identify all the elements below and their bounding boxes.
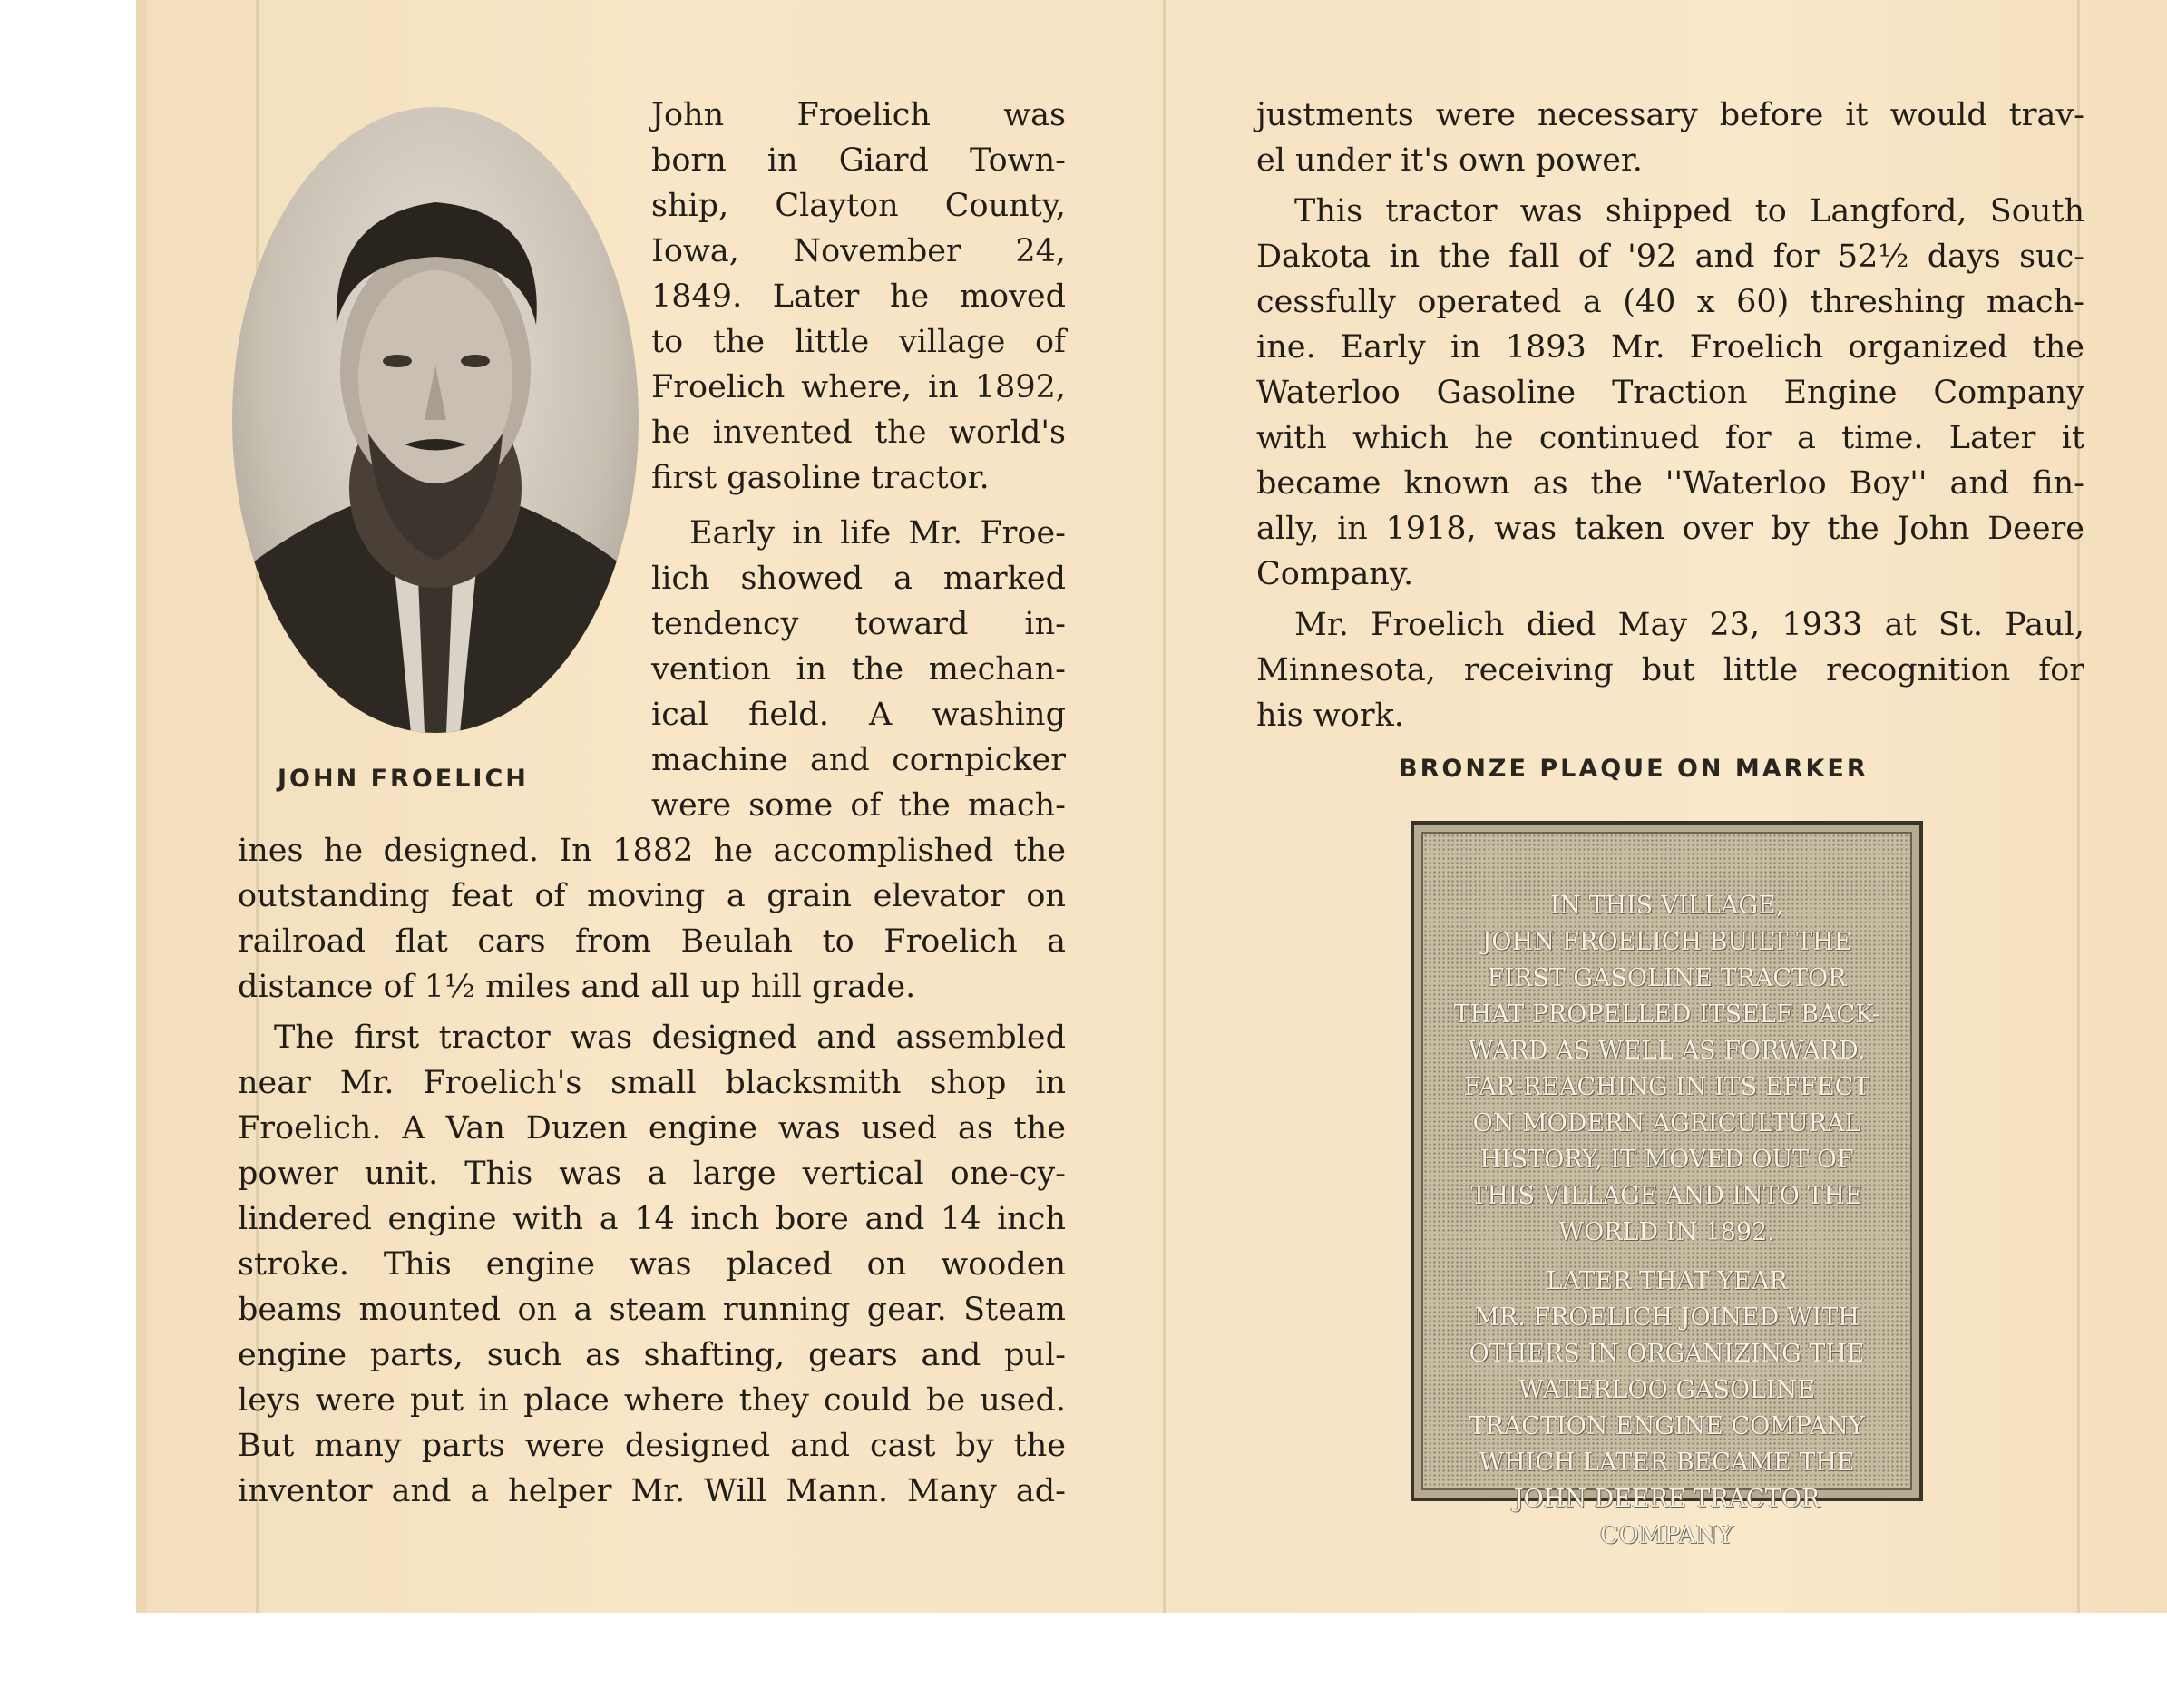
text-line: But many parts were designed and cast by the	[238, 1428, 1066, 1464]
text-line: ship, Clayton County,	[651, 188, 1066, 224]
portrait-caption: JOHN FROELICH	[278, 765, 529, 793]
text-line: he invented the world's	[651, 415, 1066, 451]
plaque-caption: BRONZE PLAQUE ON MARKER	[1399, 755, 1869, 783]
bio-paragraph-2-continued	[238, 828, 1066, 1010]
text-line: first gasoline tractor.	[651, 460, 990, 496]
plaque-line: MR. FROELICH JOINED WITH	[1474, 1303, 1860, 1332]
plaque-line: OTHERS IN ORGANIZING THE	[1469, 1340, 1865, 1368]
bio-paragraph-1	[651, 93, 1066, 501]
text-line: born in Giard Town-	[651, 142, 1066, 179]
plaque-line: ON MODERN AGRICULTURAL	[1472, 1109, 1861, 1137]
plaque-line: JOHN DEERE TRACTOR	[1513, 1485, 1820, 1513]
paper-edge	[136, 0, 147, 1613]
text-line: became known as the ''Waterloo Boy'' and fin-	[1256, 465, 2084, 502]
text-line: Mr. Froelich died May 23, 1933 at St. Paul,	[1294, 607, 2084, 643]
text-line: justments were necessary before it would trav-	[1256, 97, 2084, 133]
text-line: engine parts, such as shafting, gears and pul-	[238, 1337, 1066, 1373]
plaque-line: IN THIS VILLAGE,	[1549, 892, 1784, 920]
text-line: Company.	[1256, 556, 1414, 592]
plaque-line: WARD AS WELL AS FORWARD.	[1468, 1037, 1866, 1065]
plaque-inscription	[1441, 888, 1892, 1554]
text-line: beams mounted on a steam running gear. Steam	[238, 1292, 1066, 1328]
text-line: tendency toward in-	[651, 606, 1066, 642]
text-line: Waterloo Gasoline Traction Engine Company	[1256, 375, 2084, 411]
text-line: outstanding feat of moving a grain elevator on	[238, 878, 1066, 914]
text-line: The first tractor was designed and assembled	[274, 1020, 1066, 1056]
text-line: ine. Early in 1893 Mr. Froelich organized the	[1256, 329, 2084, 366]
text-line: lindered engine with a 14 inch bore and 14 inch	[238, 1201, 1066, 1237]
fold-line	[1163, 0, 1166, 1613]
text-line: inventor and a helper Mr. Will Mann. Many ad-	[238, 1473, 1066, 1509]
plaque-line: TRACTION ENGINE COMPANY	[1469, 1412, 1865, 1440]
text-line: Minnesota, receiving but little recognition for	[1256, 652, 2084, 688]
text-line: cessfully operated a (40 x 60) threshing mach-	[1256, 284, 2084, 320]
text-line: stroke. This engine was placed on wooden	[238, 1246, 1066, 1283]
text-line: el under it's own power.	[1256, 142, 1643, 179]
right-paragraph-2	[1256, 189, 2084, 597]
plaque-spacer	[1441, 1251, 1892, 1264]
text-line: railroad flat cars from Beulah to Froelich a	[238, 923, 1066, 960]
text-line: his work.	[1256, 698, 1404, 734]
right-paragraph-1	[1256, 93, 2084, 183]
text-line: Froelich. A Van Duzen engine was used as the	[238, 1110, 1066, 1147]
plaque-line: FAR-REACHING IN ITS EFFECT	[1463, 1073, 1870, 1101]
text-line: to the little village of	[651, 324, 1066, 360]
text-line: ical field. A washing	[651, 697, 1066, 733]
text-line: Froelich where, in 1892,	[651, 369, 1066, 405]
right-paragraph-3	[1256, 602, 2084, 738]
text-line: machine and cornpicker	[651, 742, 1066, 778]
text-line: lich showed a marked	[651, 561, 1066, 597]
plaque-line: HISTORY, IT MOVED OUT OF	[1479, 1146, 1854, 1174]
bronze-plaque	[1411, 821, 1923, 1549]
text-line: ally, in 1918, was taken over by the John Deere	[1256, 511, 2084, 547]
plaque-line: WORLD IN 1892.	[1558, 1218, 1775, 1246]
text-line: vention in the mechan-	[651, 651, 1066, 688]
plaque-line: LATER THAT YEAR	[1546, 1267, 1788, 1295]
plaque-line: THIS VILLAGE AND INTO THE	[1470, 1182, 1863, 1210]
portrait-photo	[232, 107, 639, 733]
text-line: near Mr. Froelich's small blacksmith shop in	[238, 1065, 1066, 1101]
text-line: distance of 1½ miles and all up hill grade.	[238, 969, 916, 1005]
text-line: leys were put in place where they could be used.	[238, 1382, 1066, 1419]
plaque-line: WHICH LATER BECAME THE	[1479, 1449, 1855, 1477]
bio-paragraph-3	[238, 1015, 1066, 1514]
text-line: Early in life Mr. Froe-	[689, 515, 1066, 551]
text-line: power unit. This was a large vertical one-cy-	[238, 1156, 1066, 1192]
text-line: Dakota in the fall of '92 and for 52½ days suc-	[1256, 239, 2084, 275]
plaque-line: JOHN FROELICH BUILT THE	[1481, 928, 1852, 956]
text-line: Iowa, November 24,	[651, 233, 1066, 269]
plaque-surface	[1421, 832, 1912, 1549]
plaque-line: FIRST GASOLINE TRACTOR	[1487, 964, 1847, 992]
text-line: ines he designed. In 1882 he accomplished the	[238, 833, 1066, 869]
text-line: 1849. Later he moved	[651, 278, 1066, 315]
plaque-line: WATERLOO GASOLINE	[1518, 1376, 1815, 1404]
bio-paragraph-2	[651, 511, 1066, 828]
text-line: This tractor was shipped to Langford, South	[1294, 193, 2084, 229]
plaque-line: COMPANY	[1599, 1521, 1734, 1549]
text-line: with which he continued for a time. Later it	[1256, 420, 2084, 456]
text-line: were some of the mach-	[651, 787, 1066, 824]
text-line: John Froelich was	[651, 97, 1066, 133]
plaque-line: THAT PROPELLED ITSELF BACK-	[1453, 1000, 1880, 1029]
